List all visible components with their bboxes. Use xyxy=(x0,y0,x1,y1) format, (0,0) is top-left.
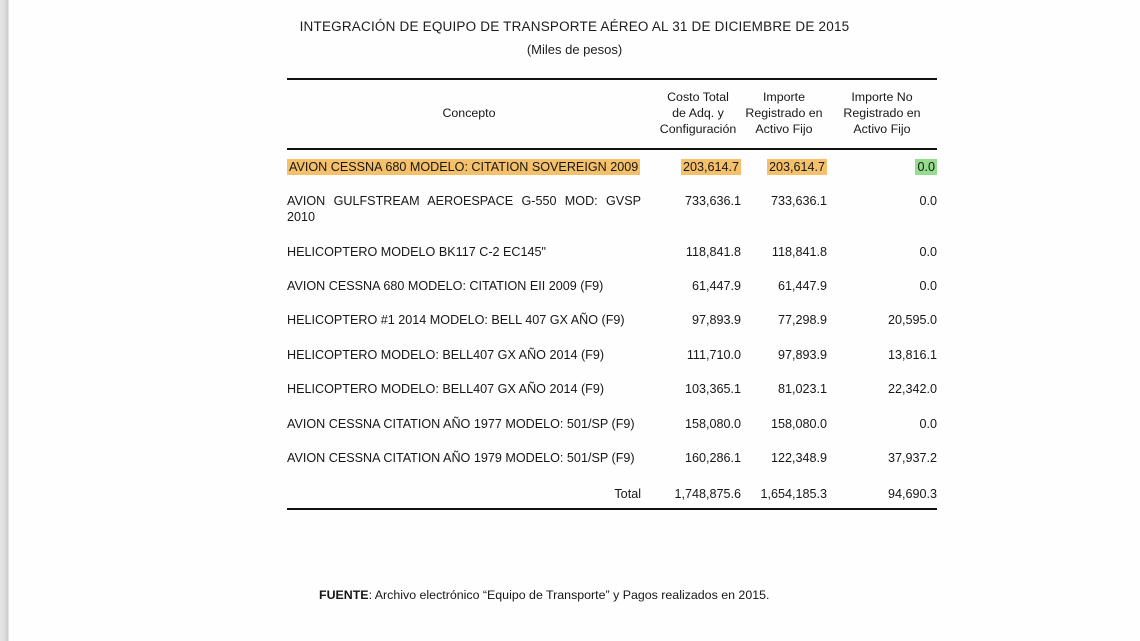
cell-importe-registrado: 97,893.9 xyxy=(777,347,827,362)
total-importe-no-registrado: 94,690.3 xyxy=(887,487,937,502)
column-header-concepto: Concepto xyxy=(442,105,496,120)
viewer-gutter xyxy=(0,0,9,641)
cell-importe-no-registrado: 0.0 xyxy=(919,279,937,294)
total-costo-total: 1,748,875.6 xyxy=(674,487,741,502)
table-row xyxy=(287,269,937,303)
table-row xyxy=(287,372,937,406)
table-row xyxy=(287,407,937,441)
cell-importe-no-registrado: 0.0 xyxy=(919,416,937,431)
table-container xyxy=(287,78,937,510)
footnote-label: FUENTE xyxy=(319,588,369,602)
table-bottom-rule-row xyxy=(287,509,937,510)
cell-importe-registrado: 77,298.9 xyxy=(777,313,827,328)
cell-costo-total xyxy=(655,149,741,184)
cell-concepto: HELICOPTERO MODELO: BELL407 GX AÑO 2014 (F9) xyxy=(287,347,605,362)
cell-importe-no-registrado: 20,595.0 xyxy=(887,313,937,328)
cell-importe-no-registrado: 0.0 xyxy=(919,193,937,208)
table-row xyxy=(287,184,937,235)
cell-importe-registrado: 118,841.8 xyxy=(771,244,827,259)
total-row xyxy=(287,475,937,509)
table-row xyxy=(287,235,937,269)
page-title: INTEGRACIÓN DE EQUIPO DE TRANSPORTE AÉREO AL 31 DE DICIEMBRE DE 2015 xyxy=(299,19,850,34)
cell-costo-total: 97,893.9 xyxy=(691,313,741,328)
highlight-orange: 203,614.7 xyxy=(682,159,739,174)
footnote xyxy=(319,588,769,602)
column-header-costo-total: Costo Total de Adq. y Configuración xyxy=(659,90,737,136)
cell-costo-total: 160,286.1 xyxy=(684,450,741,465)
table-footer xyxy=(287,475,937,510)
total-label: Total xyxy=(614,487,641,502)
cell-costo-total: 733,636.1 xyxy=(684,193,741,208)
column-header-importe-no-registrado: Importe No Registrado en Activo Fijo xyxy=(843,90,921,136)
table-row xyxy=(287,441,937,475)
cell-costo-total: 158,080.0 xyxy=(684,416,741,431)
column-header-importe-registrado: Importe Registrado en Activo Fijo xyxy=(745,90,823,136)
cell-costo-total: 118,841.8 xyxy=(685,244,741,259)
footnote-text: : Archivo electrónico “Equipo de Transporte” y Pagos realizados en 2015. xyxy=(368,588,770,602)
cell-importe-no-registrado: 22,342.0 xyxy=(887,382,937,397)
cell-importe-registrado: 733,636.1 xyxy=(770,193,827,208)
highlight-orange: AVION CESSNA 680 MODELO: CITATION SOVEREIGN 2009 xyxy=(289,159,639,174)
cell-concepto: AVION CESSNA CITATION AÑO 1977 MODELO: 501/SP (F9) xyxy=(287,416,635,431)
cell-importe-registrado: 158,080.0 xyxy=(770,416,827,431)
cell-costo-total: 111,710.0 xyxy=(686,347,741,362)
cell-importe-no-registrado: 37,937.2 xyxy=(887,450,937,465)
cell-costo-total: 103,365.1 xyxy=(684,382,741,397)
cell-importe-registrado: 81,023.1 xyxy=(777,382,827,397)
cell-concepto: HELICOPTERO MODELO BK117 C-2 EC145" xyxy=(287,244,546,259)
cell-concepto: AVION CESSNA CITATION AÑO 1979 MODELO: 501/SP (F9) xyxy=(287,450,635,465)
table-row xyxy=(287,149,937,184)
cell-concepto: AVION CESSNA 680 MODELO: CITATION EII 2009 (F9) xyxy=(287,279,604,294)
cell-costo-total: 61,447.9 xyxy=(691,279,741,294)
table-row xyxy=(287,338,937,372)
document-page xyxy=(9,0,1140,641)
cell-concepto: HELICOPTERO MODELO: BELL407 GX AÑO 2014 (F9) xyxy=(287,382,605,397)
cell-concepto: HELICOPTERO #1 2014 MODELO: BELL 407 GX AÑO (F9) xyxy=(287,313,625,328)
highlight-orange: 203,614.7 xyxy=(768,159,825,174)
table-body xyxy=(287,149,937,476)
table-row xyxy=(287,303,937,337)
table-header xyxy=(287,79,937,149)
cell-importe-no-registrado: 0.0 xyxy=(919,244,937,259)
cell-importe-registrado: 122,348.9 xyxy=(770,450,827,465)
highlight-green: 0.0 xyxy=(917,159,935,174)
cell-importe-registrado: 61,447.9 xyxy=(777,279,827,294)
cell-importe-no-registrado xyxy=(827,149,937,184)
cell-concepto xyxy=(287,149,655,184)
cell-importe-registrado xyxy=(741,149,827,184)
financial-table xyxy=(287,78,937,510)
cell-concepto: AVION GULFSTREAM AEROESPACE G-550 MOD: GVSP 2010 xyxy=(287,193,641,225)
page-subtitle: (Miles de pesos) xyxy=(526,42,623,58)
cell-importe-no-registrado: 13,816.1 xyxy=(887,347,937,362)
total-importe-registrado: 1,654,185.3 xyxy=(760,487,827,502)
title-block xyxy=(9,0,1140,57)
table-header-row xyxy=(287,79,937,149)
